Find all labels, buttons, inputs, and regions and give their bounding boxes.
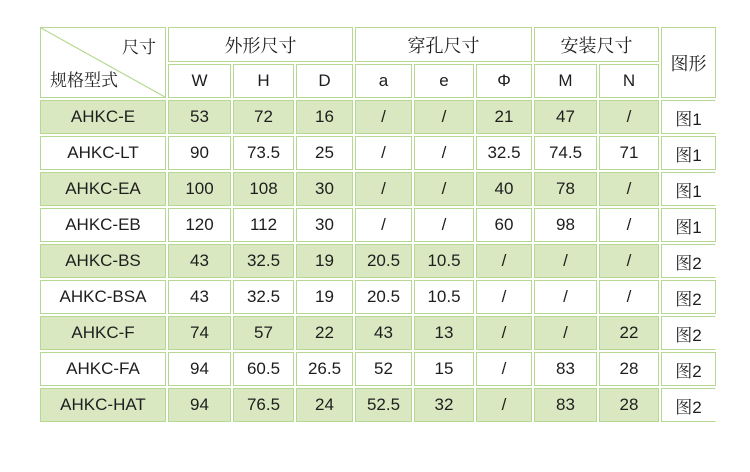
value-cell: / <box>414 136 474 170</box>
table-row <box>40 280 716 314</box>
header-group-row <box>40 27 716 62</box>
value-cell: 40 <box>476 172 532 206</box>
figure-cell: 图2 <box>661 316 716 350</box>
col-header-W: W <box>168 64 231 98</box>
value-cell: / <box>476 352 532 386</box>
value-cell: 22 <box>599 316 659 350</box>
value-cell: 32.5 <box>233 244 294 278</box>
value-cell: / <box>599 280 659 314</box>
model-cell: AHKC-HAT <box>40 388 166 422</box>
value-cell: / <box>534 316 597 350</box>
value-cell: 15 <box>414 352 474 386</box>
table-row <box>40 136 716 170</box>
value-cell: 13 <box>414 316 474 350</box>
group-header-hole-dims: 穿孔尺寸 <box>355 27 532 62</box>
value-cell: 100 <box>168 172 231 206</box>
value-cell: 98 <box>534 208 597 242</box>
value-cell: / <box>355 208 412 242</box>
value-cell: / <box>414 208 474 242</box>
model-cell: AHKC-E <box>40 100 166 134</box>
value-cell: 74.5 <box>534 136 597 170</box>
value-cell: 52.5 <box>355 388 412 422</box>
model-cell: AHKC-F <box>40 316 166 350</box>
corner-header-cell <box>40 27 166 98</box>
value-cell: 108 <box>233 172 294 206</box>
value-cell: 53 <box>168 100 231 134</box>
table-row <box>40 172 716 206</box>
col-header-M: M <box>534 64 597 98</box>
value-cell: / <box>476 280 532 314</box>
figure-cell: 图1 <box>661 172 716 206</box>
figure-cell: 图1 <box>661 100 716 134</box>
figure-cell: 图2 <box>661 352 716 386</box>
value-cell: 57 <box>233 316 294 350</box>
value-cell: / <box>476 244 532 278</box>
table-row <box>40 316 716 350</box>
value-cell: 43 <box>168 244 231 278</box>
col-header-a: a <box>355 64 412 98</box>
value-cell: 19 <box>296 280 353 314</box>
table-row <box>40 244 716 278</box>
col-header-N: N <box>599 64 659 98</box>
model-cell: AHKC-LT <box>40 136 166 170</box>
value-cell: 25 <box>296 136 353 170</box>
value-cell: 24 <box>296 388 353 422</box>
value-cell: / <box>476 388 532 422</box>
group-header-mount-dims: 安装尺寸 <box>534 27 659 62</box>
value-cell: / <box>355 136 412 170</box>
value-cell: / <box>414 172 474 206</box>
value-cell: 28 <box>599 352 659 386</box>
figure-cell: 图1 <box>661 208 716 242</box>
table-row <box>40 352 716 386</box>
value-cell: 47 <box>534 100 597 134</box>
value-cell: / <box>599 100 659 134</box>
value-cell: 76.5 <box>233 388 294 422</box>
figure-column-header: 图形 <box>661 27 716 98</box>
model-cell: AHKC-EA <box>40 172 166 206</box>
value-cell: 20.5 <box>355 280 412 314</box>
value-cell: / <box>534 280 597 314</box>
value-cell: 72 <box>233 100 294 134</box>
value-cell: 74 <box>168 316 231 350</box>
model-cell: AHKC-EB <box>40 208 166 242</box>
group-header-outline-dims: 外形尺寸 <box>168 27 353 62</box>
value-cell: 90 <box>168 136 231 170</box>
value-cell: 120 <box>168 208 231 242</box>
value-cell: 32 <box>414 388 474 422</box>
value-cell: 60 <box>476 208 532 242</box>
value-cell: / <box>355 100 412 134</box>
value-cell: 20.5 <box>355 244 412 278</box>
value-cell: 10.5 <box>414 244 474 278</box>
value-cell: 30 <box>296 172 353 206</box>
value-cell: 78 <box>534 172 597 206</box>
spec-table <box>38 25 718 424</box>
value-cell: / <box>599 208 659 242</box>
value-cell: 30 <box>296 208 353 242</box>
col-header-e: e <box>414 64 474 98</box>
value-cell: 112 <box>233 208 294 242</box>
value-cell: 83 <box>534 388 597 422</box>
col-header-H: H <box>233 64 294 98</box>
value-cell: / <box>534 244 597 278</box>
value-cell: / <box>355 172 412 206</box>
value-cell: 43 <box>355 316 412 350</box>
value-cell: 52 <box>355 352 412 386</box>
value-cell: / <box>414 100 474 134</box>
figure-cell: 图1 <box>661 136 716 170</box>
value-cell: 71 <box>599 136 659 170</box>
value-cell: 10.5 <box>414 280 474 314</box>
table-row <box>40 208 716 242</box>
value-cell: 26.5 <box>296 352 353 386</box>
value-cell: 21 <box>476 100 532 134</box>
figure-cell: 图2 <box>661 244 716 278</box>
figure-cell: 图2 <box>661 280 716 314</box>
model-cell: AHKC-BS <box>40 244 166 278</box>
value-cell: 16 <box>296 100 353 134</box>
value-cell: 94 <box>168 388 231 422</box>
value-cell: / <box>476 316 532 350</box>
value-cell: 19 <box>296 244 353 278</box>
table-row <box>40 100 716 134</box>
value-cell: / <box>599 172 659 206</box>
value-cell: 32.5 <box>233 280 294 314</box>
figure-cell: 图2 <box>661 388 716 422</box>
model-cell: AHKC-FA <box>40 352 166 386</box>
table-row <box>40 388 716 422</box>
value-cell: 60.5 <box>233 352 294 386</box>
value-cell: 43 <box>168 280 231 314</box>
value-cell: 73.5 <box>233 136 294 170</box>
spec-table-container <box>38 25 718 424</box>
corner-bottom-label: 规格型式 <box>50 71 118 90</box>
value-cell: 22 <box>296 316 353 350</box>
corner-top-label: 尺寸 <box>122 38 156 57</box>
value-cell: 28 <box>599 388 659 422</box>
col-header-phi: Φ <box>476 64 532 98</box>
col-header-D: D <box>296 64 353 98</box>
value-cell: 32.5 <box>476 136 532 170</box>
value-cell: 83 <box>534 352 597 386</box>
value-cell: / <box>599 244 659 278</box>
model-cell: AHKC-BSA <box>40 280 166 314</box>
value-cell: 94 <box>168 352 231 386</box>
